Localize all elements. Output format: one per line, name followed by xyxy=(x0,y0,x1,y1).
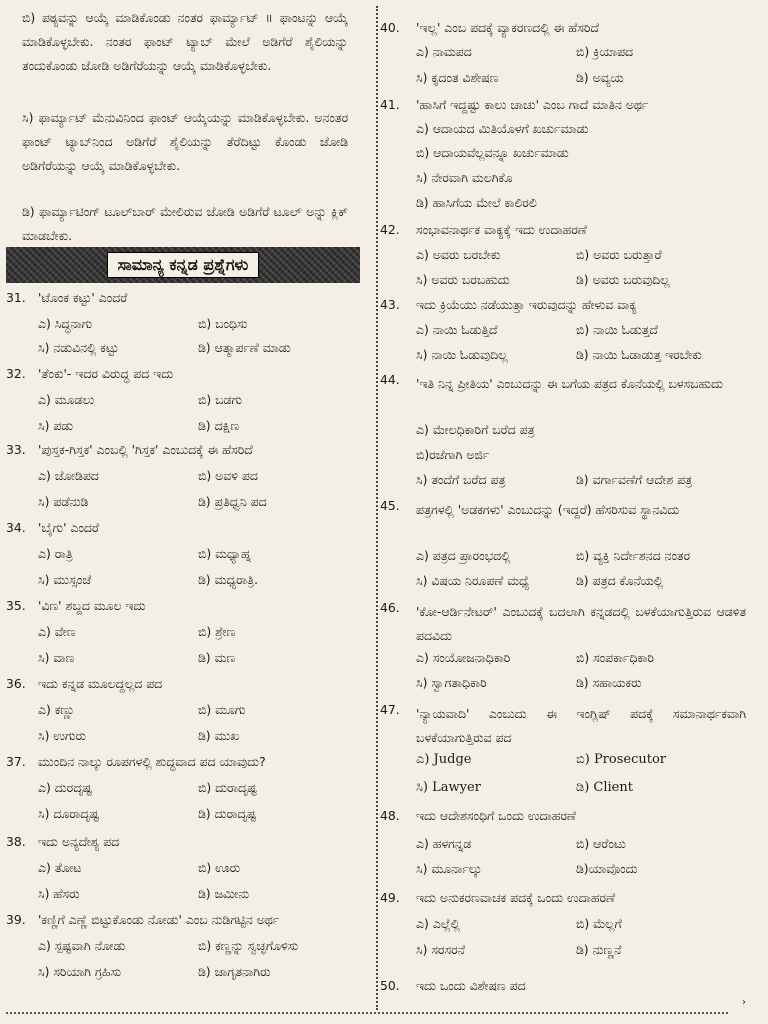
option-b: ಬಿ) ವ್ಯಕ್ತಿ ನಿರ್ದೇಶನದ ನಂತರ xyxy=(576,548,691,563)
question-text: 'ಹಾಸಿಗೆ ಇದ್ದಷ್ಟು ಕಾಲು ಚಾಚು' ಎಂಬ ಗಾದೆ ಮಾತಿನ ಅರ್ಥ xyxy=(416,97,649,112)
option-c: ಸಿ) ಪಡೆನುಡಿ xyxy=(38,494,89,509)
option-d: ಡಿ) ನುಣ್ಣನೆ xyxy=(576,942,622,957)
option-d: ಡಿ) ಹಾಸಿಗೆಯ ಮೇಲೆ ಕಾಲಿರಲಿ xyxy=(416,195,537,210)
option-a: ಎ) ರಾತ್ರಿ xyxy=(38,546,73,561)
question-text: 'ಕೋ-ಆರ್ಡಿನೇಟರ್' ಎಂಬುದಕ್ಕೆ ಬದಲಾಗಿ ಕನ್ನಡದಲ್ಲಿ ಬಳಕೆಯಾಗುತ್ತಿರುವ ಆಡಳಿತ ಪದವಿದು xyxy=(416,604,746,643)
option-d: ಡಿ) ಸಹಾಯಕರು xyxy=(576,675,642,690)
option-c: ಸಿ) ಪಡು xyxy=(38,418,74,433)
question-number: 31. xyxy=(6,290,26,305)
option-c: ಸಿ) ಕೃದಂತ ವಿಶೇಷಣ xyxy=(416,70,499,85)
option-c: ಸಿ) Lawyer xyxy=(416,780,481,795)
option-c: ಸಿ) ಉಗುರು xyxy=(38,728,86,743)
option-c: ಸಿ) ಅವರು ಬರಬಹುದು xyxy=(416,272,510,287)
question-number: 49. xyxy=(380,890,400,905)
question-text: 'ಬೈಗು' ಎಂದರೆ xyxy=(38,520,99,535)
option-d: ಡಿ) ದುರಾದೃಷ್ಟ xyxy=(198,806,257,821)
option-b: ಬಿ) ಊರು xyxy=(198,860,241,875)
question-number: 36. xyxy=(6,676,26,691)
option-b: ಬಿ) ಬಂಧಿಸು xyxy=(198,316,248,331)
question-number: 46. xyxy=(380,600,400,615)
option-b: ಬಿ) ಕಣ್ಣನ್ನು ಸ್ವಚ್ಛಗೊಳಿಸು xyxy=(198,938,299,953)
option-c: ಸಿ) ವಿಷಯ ನಿರೂಪಣೆ ಮಧ್ಯೆ xyxy=(416,573,530,588)
option-d: ಡಿ) ಪ್ರತಿಧ್ವನಿ ಪದ xyxy=(198,494,267,509)
question-number: 39. xyxy=(6,912,26,927)
question-number: 33. xyxy=(6,442,26,457)
option-d: ಡಿ) ವರ್ಗಾವಣೆಗೆ ಆದೇಶ ಪತ್ರ xyxy=(576,472,693,487)
option-a: ಎ) ನಾಯಿ ಓಡುತ್ತಿದೆ xyxy=(416,322,498,337)
question-number: 41. xyxy=(380,97,400,112)
option-a: ಎ) ವೇಣ xyxy=(38,624,76,639)
question-number: 50. xyxy=(380,978,400,993)
option-a: ಎ) Judge xyxy=(416,752,472,767)
option-d: ಡಿ) ಆತ್ಮಾರ್ಪಣೆ ಮಾಡು xyxy=(198,340,291,355)
option-d: ಡಿ) ಮಧ್ಯರಾತ್ರಿ. xyxy=(198,572,259,587)
question-number: 45. xyxy=(380,498,400,513)
option-c: ಸಿ) ದೂರಾದೃಷ್ಟ xyxy=(38,806,99,821)
question-text: ಇದು ಆದೇಶಸಂಧಿಗೆ ಒಂದು ಉದಾಹರಣೆ xyxy=(416,808,576,823)
option-d: ಡಿ) ನಾಯಿ ಓಡಾಡುತ್ತ ಇರಬೇಕು xyxy=(576,347,702,362)
option-b: ಬಿ) ಸಂಪರ್ಕಾಧಿಕಾರಿ xyxy=(576,650,654,665)
option-d: ಡಿ) ದಕ್ಷಿಣ xyxy=(198,418,240,433)
option-b: ಬಿ)ರಜೆಗಾಗಿ ಅರ್ಜಿ xyxy=(416,447,490,462)
option-a: ಎ) ಸ್ಪಷ್ಟವಾಗಿ ನೋಡು xyxy=(38,938,126,953)
question-text: ಮುಂದಿನ ನಾಲ್ಕು ರೂಪಗಳಲ್ಲಿ ಶುದ್ಧವಾದ ಪದ ಯಾವುದು? xyxy=(38,754,266,769)
option-a: ಎ) ಹಳಗನ್ನಡ xyxy=(416,836,472,851)
question-number: 40. xyxy=(380,20,400,35)
question-text: ಪತ್ರಗಳಲ್ಲಿ 'ಅಡಕಗಳು' ಎಂಬುದನ್ನು (ಇದ್ದರೆ) ಹೆಸರಿಸುವ ಸ್ಥಾನವಿದು xyxy=(416,502,680,517)
question-number: 34. xyxy=(6,520,26,535)
option-a: ಎ) ಸಿದ್ಧನಾಗು xyxy=(38,316,93,331)
question-text: ಇದು ಒಂದು ವಿಶೇಷಣ ಪದ xyxy=(416,978,526,993)
bottom-rule xyxy=(6,1012,728,1014)
question-text: 'ವಿಣ' ಶಬ್ದದ ಮೂಲ ಇದು xyxy=(38,598,146,613)
option-c: ಸಿ) ಮೂರ್ನಾಲ್ಕು xyxy=(416,861,482,876)
question-text: 'ನ್ಯಾಯವಾದಿ' ಎಂಬುದು ಈ ಇಂಗ್ಲಿಷ್ ಪದಕ್ಕೆ ಸಮಾನಾರ್ಥಕವಾಗಿ ಬಳಕೆಯಾಗುತ್ತಿರುವ ಪದ xyxy=(416,706,746,745)
option-b: ಬಿ) ಮೆಲ್ಲಗೆ xyxy=(576,916,622,931)
option-c: ಸಿ) ಹೆಸರು xyxy=(38,886,80,901)
section-title: ಸಾಮಾನ್ಯ ಕನ್ನಡ ಪ್ರಶ್ನೆಗಳು xyxy=(107,252,260,278)
question-text: 'ಪುಸ್ತಕ-ಗಿಸ್ತಕ' ಎಂಬಲ್ಲಿ 'ಗಿಸ್ತಕ' ಎಂಬುದಕ್ಕೆ ಈ ಹೆಸರಿದೆ xyxy=(38,442,253,457)
question-number: 42. xyxy=(380,222,400,237)
question-text: ಇದು ಕ್ರಿಯೆಯು ನಡೆಯುತ್ತಾ ಇರುವುದನ್ನು ಹೇಳುವ ವಾಕ್ಯ xyxy=(416,297,637,312)
question-text: 'ಇಲ್ಲ' ಎಂಬ ಪದಕ್ಕೆ ವ್ಯಾಕರಣದಲ್ಲಿ ಈ ಹೆಸರಿದೆ xyxy=(416,20,599,35)
option-d: ಡಿ) ಅವ್ಯಯ xyxy=(576,70,624,85)
option-b: ಬಿ) ಬಡಗು xyxy=(198,392,243,407)
question-number: 47. xyxy=(380,702,400,717)
question-text: ಇದು ಕನ್ನಡ ಮೂಲದ್ದಲ್ಲದ ಪದ xyxy=(38,676,163,691)
option-b: ಬಿ) ನಾಯಿ ಓಡುತ್ತದೆ xyxy=(576,322,658,337)
question-text: 'ಇತಿ ನಿನ್ನ ಪ್ರೀತಿಯ' ಎಂಬುದನ್ನು ಈ ಬಗೆಯ ಪತ್ರದ ಕೊನೆಯಲ್ಲಿ ಬಳಸಬಹುದು xyxy=(416,376,723,391)
option-b: ಬಿ) ದುರಾದೃಷ್ಟ xyxy=(198,780,257,795)
left-column xyxy=(0,0,374,1024)
question-number: 44. xyxy=(380,372,400,387)
right-column xyxy=(380,0,768,1024)
option-a: ಎ) ನಾಮಪದ xyxy=(416,44,472,59)
question-number: 35. xyxy=(6,598,26,613)
option-a: ಎ) ಎಲ್ಲೆಲ್ಲಿ xyxy=(416,916,461,931)
section-banner xyxy=(6,247,360,283)
option-a: ಎ) ಮೇಲಧಿಕಾರಿಗೆ ಬರೆದ ಪತ್ರ xyxy=(416,422,535,437)
option-a: ಎ) ಆದಾಯದ ಮಿತಿಯೊಳಗೆ ಖರ್ಚುಮಾಡು xyxy=(416,121,589,136)
option-b: ಬಿ) ಶ್ರೇಣ xyxy=(198,624,236,639)
option-a: ಎ) ಸಂಯೋಜನಾಧಿಕಾರಿ xyxy=(416,650,511,665)
question-text: 'ತೆಂಕು'- ಇದರ ವಿರುದ್ಧ ಪದ ಇದು xyxy=(38,366,174,381)
option-b: ಬಿ) ಅವಳಿ ಪದ xyxy=(198,468,258,483)
question-number: 32. xyxy=(6,366,26,381)
corner-mark: › xyxy=(742,997,746,1008)
option-c: ಸಿ) ತಂದೆಗೆ ಬರೆದ ಪತ್ರ xyxy=(416,472,506,487)
column-divider xyxy=(376,6,378,1010)
option-b: ಬಿ) ಮಧ್ಯಾಹ್ನ xyxy=(198,546,252,561)
intro-option-c: ಸಿ) ಫಾರ್ಮ್ಯಾಟ್ ಮೆನುವಿನಿಂದ ಫಾಂಟ್ ಆಯ್ಕೆಯನ್ನು ಮಾಡಿಕೊಳ್ಳಬೇಕು. ಅನಂತರ ಫಾಂಟ್ ಟ್ಯಾಬ್‌ನಿಂದ ಅಡಿಗೆರೆ ಶೈಲಿಯನ್ನು ತೆರೆದಿಟ್ಟು ಕೊಂಡು ಜೋಡಿ ಅಡಿಗೆರೆಯನ್ನು ಆಯ್ಕೆ ಮಾಡಿಕೊಳ್ಳಬೇಕು. xyxy=(22,110,348,173)
option-a: ಎ) ತೋಟ xyxy=(38,860,82,875)
question-number: 37. xyxy=(6,754,26,769)
option-d: ಡಿ) ಅವರು ಬರುವುದಿಲ್ಲ xyxy=(576,272,670,287)
option-d: ಡಿ) ಪತ್ರದ ಕೊನೆಯಲ್ಲಿ xyxy=(576,573,664,588)
option-a: ಎ) ಕಣ್ಣು xyxy=(38,702,75,717)
option-a: ಎ) ಮೂಡಲು xyxy=(38,392,95,407)
intro-option-d: ಡಿ) ಫಾರ್ಮ್ಯಾಟಿಂಗ್ ಟೂಲ್‌ಬಾರ್ ಮೇಲಿರುವ ಜೋಡಿ ಅಡಿಗೆರೆ ಟೂಲ್ ಅನ್ನು ಕ್ಲಿಕ್ ಮಾಡಬೇಕು. xyxy=(22,204,348,243)
option-d: ಡಿ)ಯಾವೊಂದು xyxy=(576,861,638,876)
question-number: 43. xyxy=(380,297,400,312)
option-b: ಬಿ) ಆರೆಂಟು xyxy=(576,836,626,851)
option-b: ಬಿ) Prosecutor xyxy=(576,752,667,767)
question-text: ಇದು ಅನ್ಯದೇಶ್ಯ ಪದ xyxy=(38,834,120,849)
intro-option-b: ಬಿ) ಪಠ್ಯವನ್ನು ಆಯ್ಕೆ ಮಾಡಿಕೊಂಡು ನಂತರ ಫಾರ್ಮ್ಯಾಟ್ ॥ ಫಾಂಟನ್ನು ಆಯ್ಕೆ ಮಾಡಿಕೊಳ್ಳಬೇಕು. ನಂತರ ಫಾಂಟ್ ಟ್ಯಾಬ್ ಮೇಲೆ ಅಡಿಗೆರೆ ಶೈಲಿಯನ್ನು ತಂದುಕೊಂಡು ಜೋಡಿ ಅಡಿಗೆರೆಯನ್ನು ಆಯ್ಕೆ ಮಾಡಿಕೊಳ್ಳಬೇಕು. xyxy=(22,10,348,73)
question-text: ಇದು ಅನುಕರಣವಾಚಕ ಪದಕ್ಕೆ ಒಂದು ಉದಾಹರಣೆ xyxy=(416,890,615,905)
question-text: 'ಕಣ್ಣಿಗೆ ಎಣ್ಣೆ ಬಿಟ್ಟುಕೊಂಡು ನೋಡು' ಎಂಬ ನುಡಿಗಟ್ಟಿನ ಅರ್ಥ xyxy=(38,912,280,927)
option-a: ಎ) ದುರದೃಷ್ಟ xyxy=(38,780,92,795)
option-c: ಸಿ) ಮುಸ್ಸಂಜೆ xyxy=(38,572,92,587)
question-number: 38. xyxy=(6,834,26,849)
option-c: ಸಿ) ನೇರವಾಗಿ ಮಲಗಿಕೊ xyxy=(416,170,513,185)
option-d: ಡಿ) Client xyxy=(576,780,633,795)
option-c: ಸಿ) ಸರಿಯಾಗಿ ಗ್ರಹಿಸು xyxy=(38,964,122,979)
option-d: ಡಿ) ಜಮೀನು xyxy=(198,886,250,901)
question-text: 'ಟೊಂಕ ಕಟ್ಟು' ಎಂದರೆ xyxy=(38,290,128,305)
option-b: ಬಿ) ಅವರು ಬರುತ್ತಾರೆ xyxy=(576,247,662,262)
option-b: ಬಿ) ಕ್ರಿಯಾಪದ xyxy=(576,44,634,59)
option-d: ಡಿ) ಜಾಗೃತನಾಗಿರು xyxy=(198,964,271,979)
option-c: ಸಿ) ನಡುವಿನಲ್ಲಿ ಕಟ್ಟು xyxy=(38,340,119,355)
option-a: ಎ) ಅವರು ಬರಬೇಕು xyxy=(416,247,501,262)
option-a: ಎ) ಪತ್ರದ ಪ್ರಾರಂಭದಲ್ಲಿ xyxy=(416,548,511,563)
option-a: ಎ) ಜೋಡಿಪದ xyxy=(38,468,99,483)
option-c: ಸಿ) ಸ್ವಾಗತಾಧಿಕಾರಿ xyxy=(416,675,487,690)
option-d: ಡಿ) ಮುಖ xyxy=(198,728,240,743)
question-text: ಸಂಭಾವನಾರ್ಥಕ ವಾಕ್ಯಕ್ಕೆ ಇದು ಉದಾಹರಣೆ xyxy=(416,222,587,237)
question-number: 48. xyxy=(380,808,400,823)
option-b: ಬಿ) ಮೂಗು xyxy=(198,702,246,717)
option-d: ಡಿ) ಮಣ xyxy=(198,650,236,665)
option-c: ಸಿ) ನಾಯಿ ಓಡುವುದಿಲ್ಲ xyxy=(416,347,508,362)
option-c: ಸಿ) ವಾಣ xyxy=(38,650,75,665)
option-b: ಬಿ) ಆದಾಯವೆಲ್ಲವನ್ನೂ ಖರ್ಚುಮಾಡು xyxy=(416,145,569,160)
option-c: ಸಿ) ಸರಸರನೆ xyxy=(416,942,466,957)
